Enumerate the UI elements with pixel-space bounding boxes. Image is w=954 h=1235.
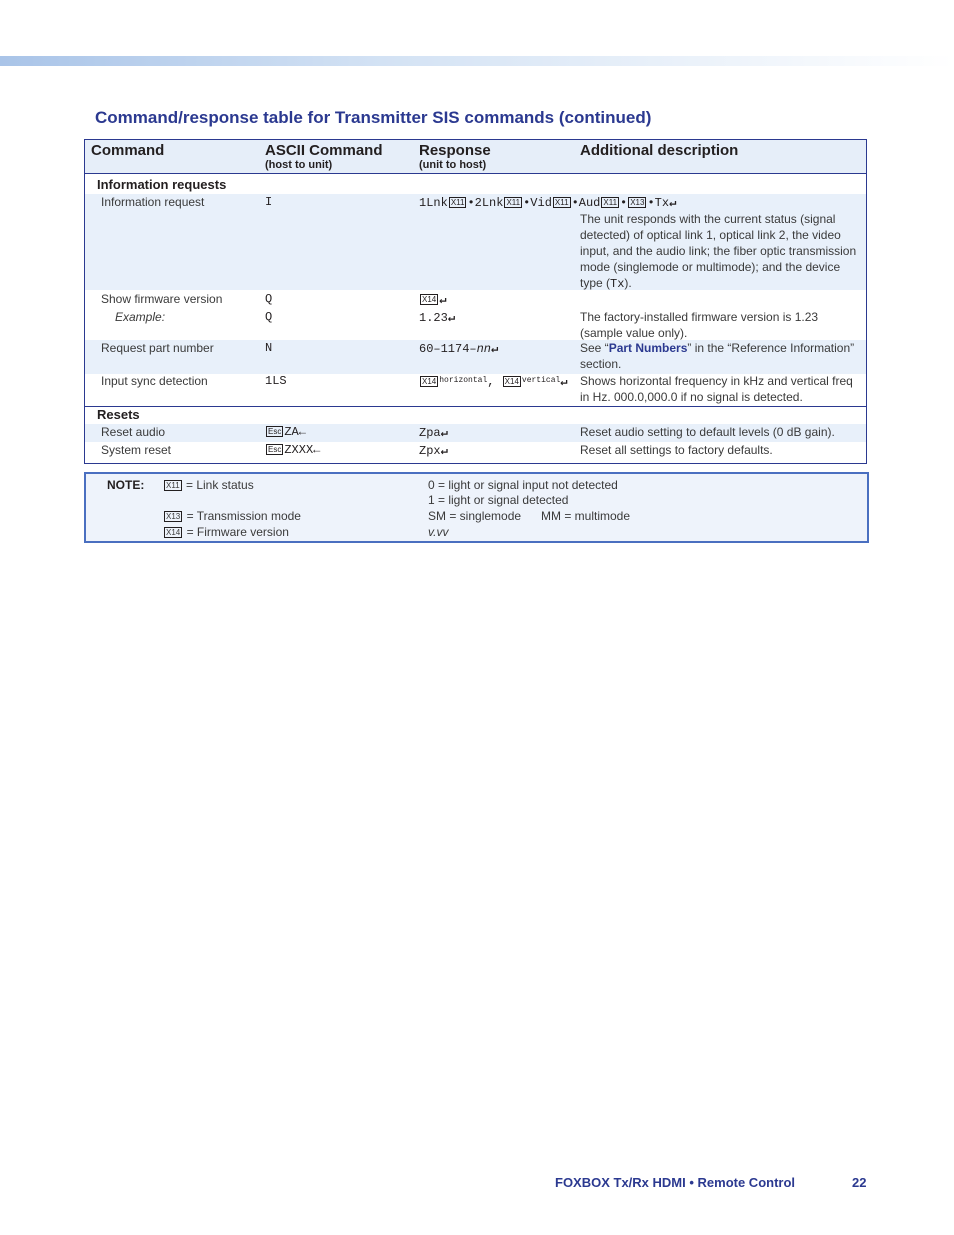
ascii-system-reset: [265, 443, 320, 457]
resp-1lnk: 1Lnk: [419, 196, 448, 210]
return-arrow-icon: ↵: [447, 311, 456, 325]
desc-input-sync: Shows horizontal frequency in kHz and vertical freq in Hz. 000.0,000.0 if no signal is detected.: [580, 374, 853, 404]
resp-sub-vertical: vertical: [521, 376, 561, 385]
example-ascii: Q: [265, 310, 273, 324]
header-response: Response: [419, 142, 491, 159]
note-x13-text: = Transmission mode: [186, 509, 301, 523]
footer-page-number: 22: [852, 1175, 867, 1190]
row-label-input-sync: Input sync detection: [101, 374, 208, 388]
row-label-system-reset: System reset: [101, 443, 172, 457]
esc-key-icon: Esc: [268, 445, 282, 454]
left-arrow-icon: ←: [313, 443, 321, 457]
ascii-reset-audio: [265, 425, 306, 439]
note-x11-value-0: 0 = light or signal input not detected: [428, 478, 618, 492]
resp-comma: ,: [487, 375, 495, 389]
return-arrow-icon: ↵: [439, 293, 447, 307]
response-input-sync: [419, 374, 568, 389]
desc-info-tx: Tx: [610, 277, 625, 291]
row-label-info-request: Information request: [101, 195, 205, 209]
resp-sub-horizontal: horizontal: [439, 376, 488, 385]
response-reset-audio: [419, 425, 448, 440]
section-information-requests: Information requests: [97, 177, 227, 192]
x11-box: X11: [603, 198, 618, 207]
return-arrow-icon: ↵: [491, 342, 499, 356]
return-arrow-icon: ↵: [560, 375, 568, 389]
footer-product: FOXBOX Tx/Rx HDMI • Remote Control: [555, 1175, 796, 1190]
x11-box: X11: [450, 198, 465, 207]
return-arrow-icon: ↵: [669, 196, 677, 210]
response-part-number: [419, 341, 498, 356]
page-title: Command/response table for Transmitter SIS commands (continued): [95, 108, 652, 127]
desc-part-number: [580, 340, 862, 372]
note-x14-line: [163, 525, 289, 539]
note-x11-line: [163, 478, 254, 492]
esc-key-icon: Esc: [268, 427, 282, 436]
row-label-firmware: Show firmware version: [101, 292, 223, 306]
desc-info-b: ).: [624, 276, 632, 290]
return-arrow-icon: ↵: [440, 426, 448, 440]
header-ascii: ASCII Command: [265, 142, 383, 159]
ascii-input-sync: 1LS: [265, 374, 287, 388]
row-label-reset-audio: Reset audio: [101, 425, 166, 439]
response-system-reset: [419, 443, 448, 458]
example-response: [419, 310, 455, 325]
x11-box: X11: [166, 481, 180, 490]
resp-system-reset-value: Zpx: [419, 444, 441, 458]
desc-info-a: The unit responds with the current status (signal detected) of optical link 1, optical link 2, the video input, and the audio link; the fiber optic transmission mode (singlemode or multimode); and the device type (: [580, 212, 857, 290]
desc-firmware-example: The factory-installed firmware version is 1.23 (sample value only).: [580, 310, 819, 340]
ascii-reset-audio-value: ZA: [284, 425, 299, 439]
desc-part-a: See “: [580, 341, 609, 355]
section-divider: [85, 406, 866, 407]
x14-box: X14: [166, 528, 181, 537]
command-table: [84, 139, 867, 464]
note-label: NOTE:: [107, 478, 145, 492]
desc-info-request: [580, 211, 862, 292]
desc-system-reset: Reset all settings to factory defaults.: [580, 443, 773, 457]
desc-part-b: ” in the “Reference Information” section.: [580, 341, 855, 371]
header-ascii-sub: (host to unit): [265, 159, 333, 171]
section-resets: Resets: [97, 407, 140, 422]
resp-dot: •: [620, 196, 628, 210]
header-gradient-bar: [0, 56, 954, 66]
response-firmware: [419, 292, 446, 307]
x14-box: X14: [422, 295, 437, 304]
ascii-part-number: N: [265, 341, 273, 355]
note-x13-mm: MM = multimode: [541, 509, 631, 523]
note-x11-value-1: 1 = light or signal detected: [428, 493, 569, 507]
x13-box: X13: [166, 512, 181, 521]
x13-box: X13: [630, 198, 645, 207]
note-x14-text: = Firmware version: [186, 525, 289, 539]
x11-box: X11: [506, 198, 521, 207]
x11-box: X11: [554, 198, 569, 207]
table-header: [85, 140, 866, 174]
resp-tx: •Tx: [647, 196, 670, 210]
header-command: Command: [91, 142, 165, 159]
resp-part-nn: nn: [476, 342, 492, 356]
ascii-info-request: I: [265, 195, 273, 209]
header-response-sub: (unit to host): [419, 159, 487, 171]
ascii-firmware: Q: [265, 292, 273, 306]
note-x11-text: = Link status: [185, 478, 254, 492]
example-label: Example:: [115, 310, 166, 324]
header-description: Additional description: [580, 142, 739, 159]
resp-2lnk: •2Lnk: [467, 196, 504, 210]
note-x14-value: v.vv: [428, 525, 449, 539]
resp-aud: •Aud: [571, 196, 601, 210]
resp-part-a: 60–1174–: [419, 342, 477, 356]
note-x13-sm: SM = singlemode: [428, 509, 522, 523]
note-box: [84, 472, 869, 543]
example-response-value: 1.23: [419, 311, 448, 325]
return-arrow-icon: ↵: [440, 444, 448, 458]
x14-box: X14: [504, 377, 519, 386]
response-info-request: [419, 195, 676, 210]
desc-reset-audio: Reset audio setting to default levels (0 dB gain).: [580, 425, 835, 439]
resp-vid: •Vid: [523, 196, 552, 210]
x14-box: X14: [422, 377, 437, 386]
part-numbers-link[interactable]: Part Numbers: [608, 341, 688, 355]
left-arrow-icon: ←: [298, 425, 306, 439]
note-x13-line: [163, 509, 301, 523]
ascii-system-reset-value: ZXXX: [284, 443, 314, 457]
row-label-part-number: Request part number: [101, 341, 214, 355]
resp-reset-audio-value: Zpa: [419, 426, 441, 440]
